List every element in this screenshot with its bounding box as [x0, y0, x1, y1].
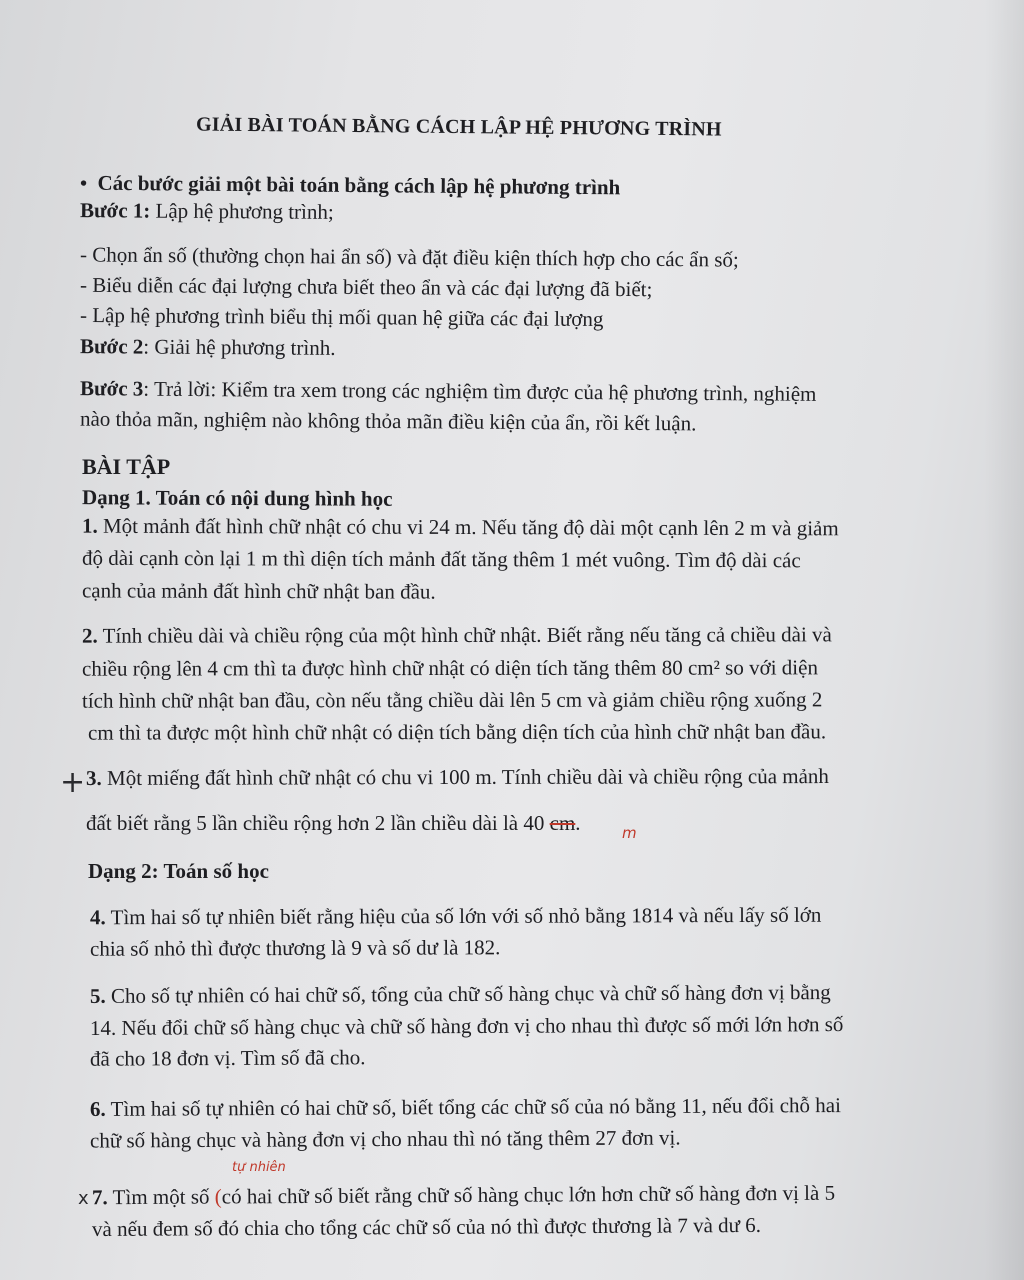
step-2-text: : Giải hệ phương trình.: [143, 334, 336, 360]
form-1-heading: Dạng 1. Toán có nội dung hình học: [81, 485, 393, 511]
step-1-label: Bước 1:: [79, 198, 151, 223]
insertion-caret: (: [214, 1184, 222, 1209]
problem-2-line: chiều rộng lên 4 cm thì ta được hình chữ nhật có diện tích tăng thêm 80 cm² so với diện: [81, 655, 818, 681]
problem-3-period: .: [575, 811, 581, 835]
problem-5-line: [90, 979, 831, 1009]
problem-1-number: 1.: [81, 513, 98, 538]
problem-2-number: 2.: [81, 623, 98, 648]
problem-3-line: [86, 763, 829, 791]
problem-5-number: 5.: [89, 983, 106, 1008]
handwritten-plus-mark: +: [60, 765, 86, 800]
problem-5-line: đã cho 18 đơn vị. Tìm số đã cho.: [89, 1045, 366, 1071]
problem-1-text: Một mảnh đất hình chữ nhật có chu vi 24 m. Nếu tăng độ dài một cạnh lên 2 m và giảm: [97, 513, 839, 541]
problem-6-number: 6.: [89, 1096, 106, 1121]
problem-4-number: 4.: [89, 905, 106, 930]
problem-6-text: Tìm hai số tự nhiên có hai chữ số, biết tổng các chữ số của nó bằng 11, nếu đổi chỗ hai: [105, 1093, 841, 1121]
problem-7-text-cont: có hai chữ số biết rằng chữ số hàng chục lớn hơn chữ số hàng đơn vị là 5: [221, 1180, 836, 1209]
struck-unit: cm: [549, 811, 576, 835]
step-3-text: : Trả lời: Kiểm tra xem trong các nghiệm tìm được của hệ phương trình, nghiệm: [143, 376, 817, 406]
step-1-item: - Biểu diễn các đại lượng chưa biết theo ẩn và các đại lượng đã biết;: [79, 272, 653, 302]
steps-heading: [80, 170, 621, 202]
problem-3-text: đất biết rằng 5 lần chiều rộng hơn 2 lần chiều dài là 40: [86, 811, 550, 835]
problem-2-line: cm thì ta được một hình chữ nhật có diện tích bằng diện tích của hình chữ nhật ban đầu.: [87, 719, 827, 745]
problem-2-text: Tính chiều dài và chiều rộng của một hình chữ nhật. Biết rằng nếu tăng cả chiều dài và: [97, 622, 832, 648]
problem-3-text: Một miếng đất hình chữ nhật có chu vi 100 m. Tính chiều dài và chiều rộng của mảnh: [101, 764, 829, 790]
problem-6-line: chữ số hàng chục và hàng đơn vị cho nhau thì nó tăng thêm 27 đơn vị.: [89, 1125, 681, 1153]
problem-1-line: cạnh của mảnh đất hình chữ nhật ban đầu.: [81, 578, 436, 604]
problem-2-line: tích hình chữ nhật ban đầu, còn nếu tằng chiều dài lên 5 cm và giảm chiều rộng xuống 2: [81, 687, 823, 713]
problem-2-line: [82, 621, 832, 648]
problem-1-line: [82, 513, 839, 542]
bullet-icon: •: [79, 172, 88, 195]
problem-7-number: 7.: [91, 1185, 108, 1210]
step-2: [80, 333, 336, 361]
form-2-heading: Dạng 2: Toán số học: [88, 859, 269, 883]
step-1-item: - Chọn ẩn số (thường chọn hai ẩn số) và đặt điều kiện thích hợp cho các ẩn số;: [79, 242, 739, 272]
step-3-label: Bước 3: [79, 376, 144, 401]
step-1-text: Lập hệ phương trình;: [150, 198, 334, 224]
problem-1-line: độ dài cạnh còn lại 1 m thì diện tích mảnh đất tăng thêm 1 mét vuông. Tìm độ dài các: [81, 545, 801, 573]
step-3-text-cont: nào thỏa mãn, nghiệm nào không thỏa mãn điều kiện của ẩn, rồi kết luận.: [79, 406, 697, 436]
problem-6-line: [90, 1092, 841, 1122]
page-title: GIẢI BÀI TOÁN BẰNG CÁCH LẬP HỆ PHƯƠNG TRÌNH: [195, 113, 722, 141]
problem-3-line: [86, 810, 581, 836]
problem-7-line: và nếu đem số đó chia cho tổng các chữ số của nó thì được thương là 7 và dư 6.: [91, 1212, 762, 1242]
problem-4-line: [90, 902, 821, 931]
steps-heading-text: Các bước giải một bài toán bằng cách lập hệ phương trình: [97, 170, 621, 200]
handwritten-correction: m: [622, 824, 637, 842]
handwritten-insertion: tự nhiên: [232, 1160, 286, 1175]
exercises-heading: BÀI TẬP: [82, 454, 171, 479]
problem-7-text: Tìm một số: [107, 1184, 215, 1210]
problem-5-line: 14. Nếu đổi chữ số hàng chục và chữ số hàng đơn vị cho nhau thì được số mới lớn hơn số: [89, 1012, 844, 1040]
problem-3-number: 3.: [85, 765, 102, 790]
problem-4-text: Tìm hai số tự nhiên biết rằng hiệu của số lớn với số nhỏ bằng 1814 và nếu lấy số lớn: [105, 902, 822, 930]
step-2-label: Bước 2: [79, 334, 144, 359]
step-1: [80, 197, 334, 225]
handwritten-x-mark: x: [78, 1188, 89, 1209]
problem-7-line: [92, 1180, 835, 1211]
problem-4-line: chia số nhỏ thì được thương là 9 và số dư là 182.: [89, 935, 501, 961]
problem-5-text: Cho số tự nhiên có hai chữ số, tổng của chữ số hàng chục và chữ số hàng đơn vị bằng: [105, 980, 831, 1008]
step-3: [80, 375, 817, 407]
step-1-item: - Lập hệ phương trình biểu thị mối quan hệ giữa các đại lượng: [79, 302, 604, 332]
